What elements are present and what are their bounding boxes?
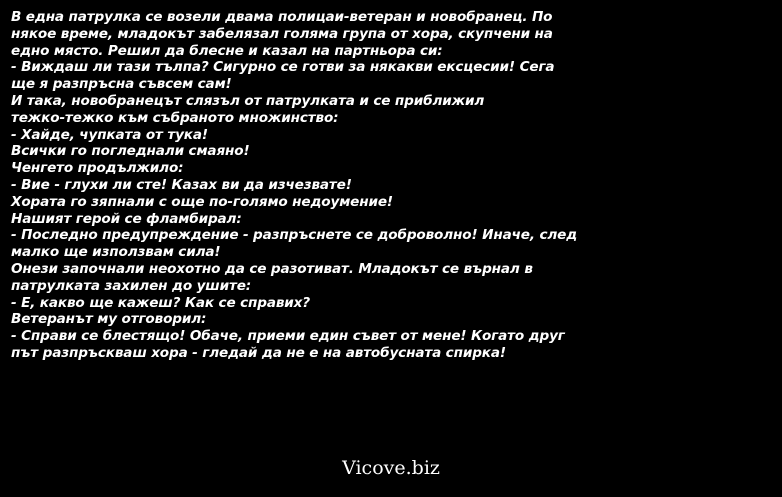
joke-line: ще я разпръсна съвсем сам! bbox=[11, 76, 232, 93]
site-watermark: Vicove.biz bbox=[342, 457, 440, 479]
joke-line: И така, новобранецът слязъл от патрулката и се приближил bbox=[11, 92, 485, 109]
joke-line: - Последно предупреждение - разпръснете се доброволно! Иначе, след bbox=[11, 227, 578, 244]
joke-line: Онези започнали неохотно да се разотиват. Младокът се върнал в bbox=[11, 260, 533, 277]
joke-line: - Виждаш ли тази тълпа? Сигурно се готви за някакви ексцесии! Сега bbox=[11, 59, 555, 76]
joke-line: някое време, младокът забелязал голяма група от хора, скупчени на bbox=[11, 25, 553, 42]
joke-line: Нашият герой се фламбирал: bbox=[11, 210, 242, 227]
joke-line: едно място. Решил да блесне и казал на партньора си: bbox=[11, 42, 443, 59]
joke-line: - Е, какво ще кажеш? Как се справих? bbox=[11, 294, 311, 311]
joke-line: - Справи се блестящо! Обаче, приеми един съвет от мене! Когато друг bbox=[11, 328, 565, 345]
joke-text bbox=[11, 9, 771, 362]
joke-line: Ченгето продължило: bbox=[11, 160, 184, 177]
joke-line: В една патрулка се возели двама полицаи-ветеран и новобранец. По bbox=[11, 9, 553, 25]
joke-line: патрулката захилен до ушите: bbox=[11, 277, 252, 294]
joke-line: малко ще използвам сила! bbox=[11, 244, 221, 261]
joke-line: - Вие - глухи ли сте! Казах ви да изчезвате! bbox=[11, 176, 352, 193]
joke-line: тежко-тежко към събраното множинство: bbox=[11, 109, 339, 126]
joke-line: Хората го зяпнали с още по-голямо недоумение! bbox=[11, 193, 393, 210]
joke-line: Ветеранът му отговорил: bbox=[11, 311, 207, 328]
joke-line: път разпръскваш хора - гледай да не е на автобусната спирка! bbox=[11, 344, 506, 361]
joke-line: Всички го погледнали смаяно! bbox=[11, 143, 250, 160]
joke-line: - Хайде, чупката от тука! bbox=[11, 126, 208, 143]
